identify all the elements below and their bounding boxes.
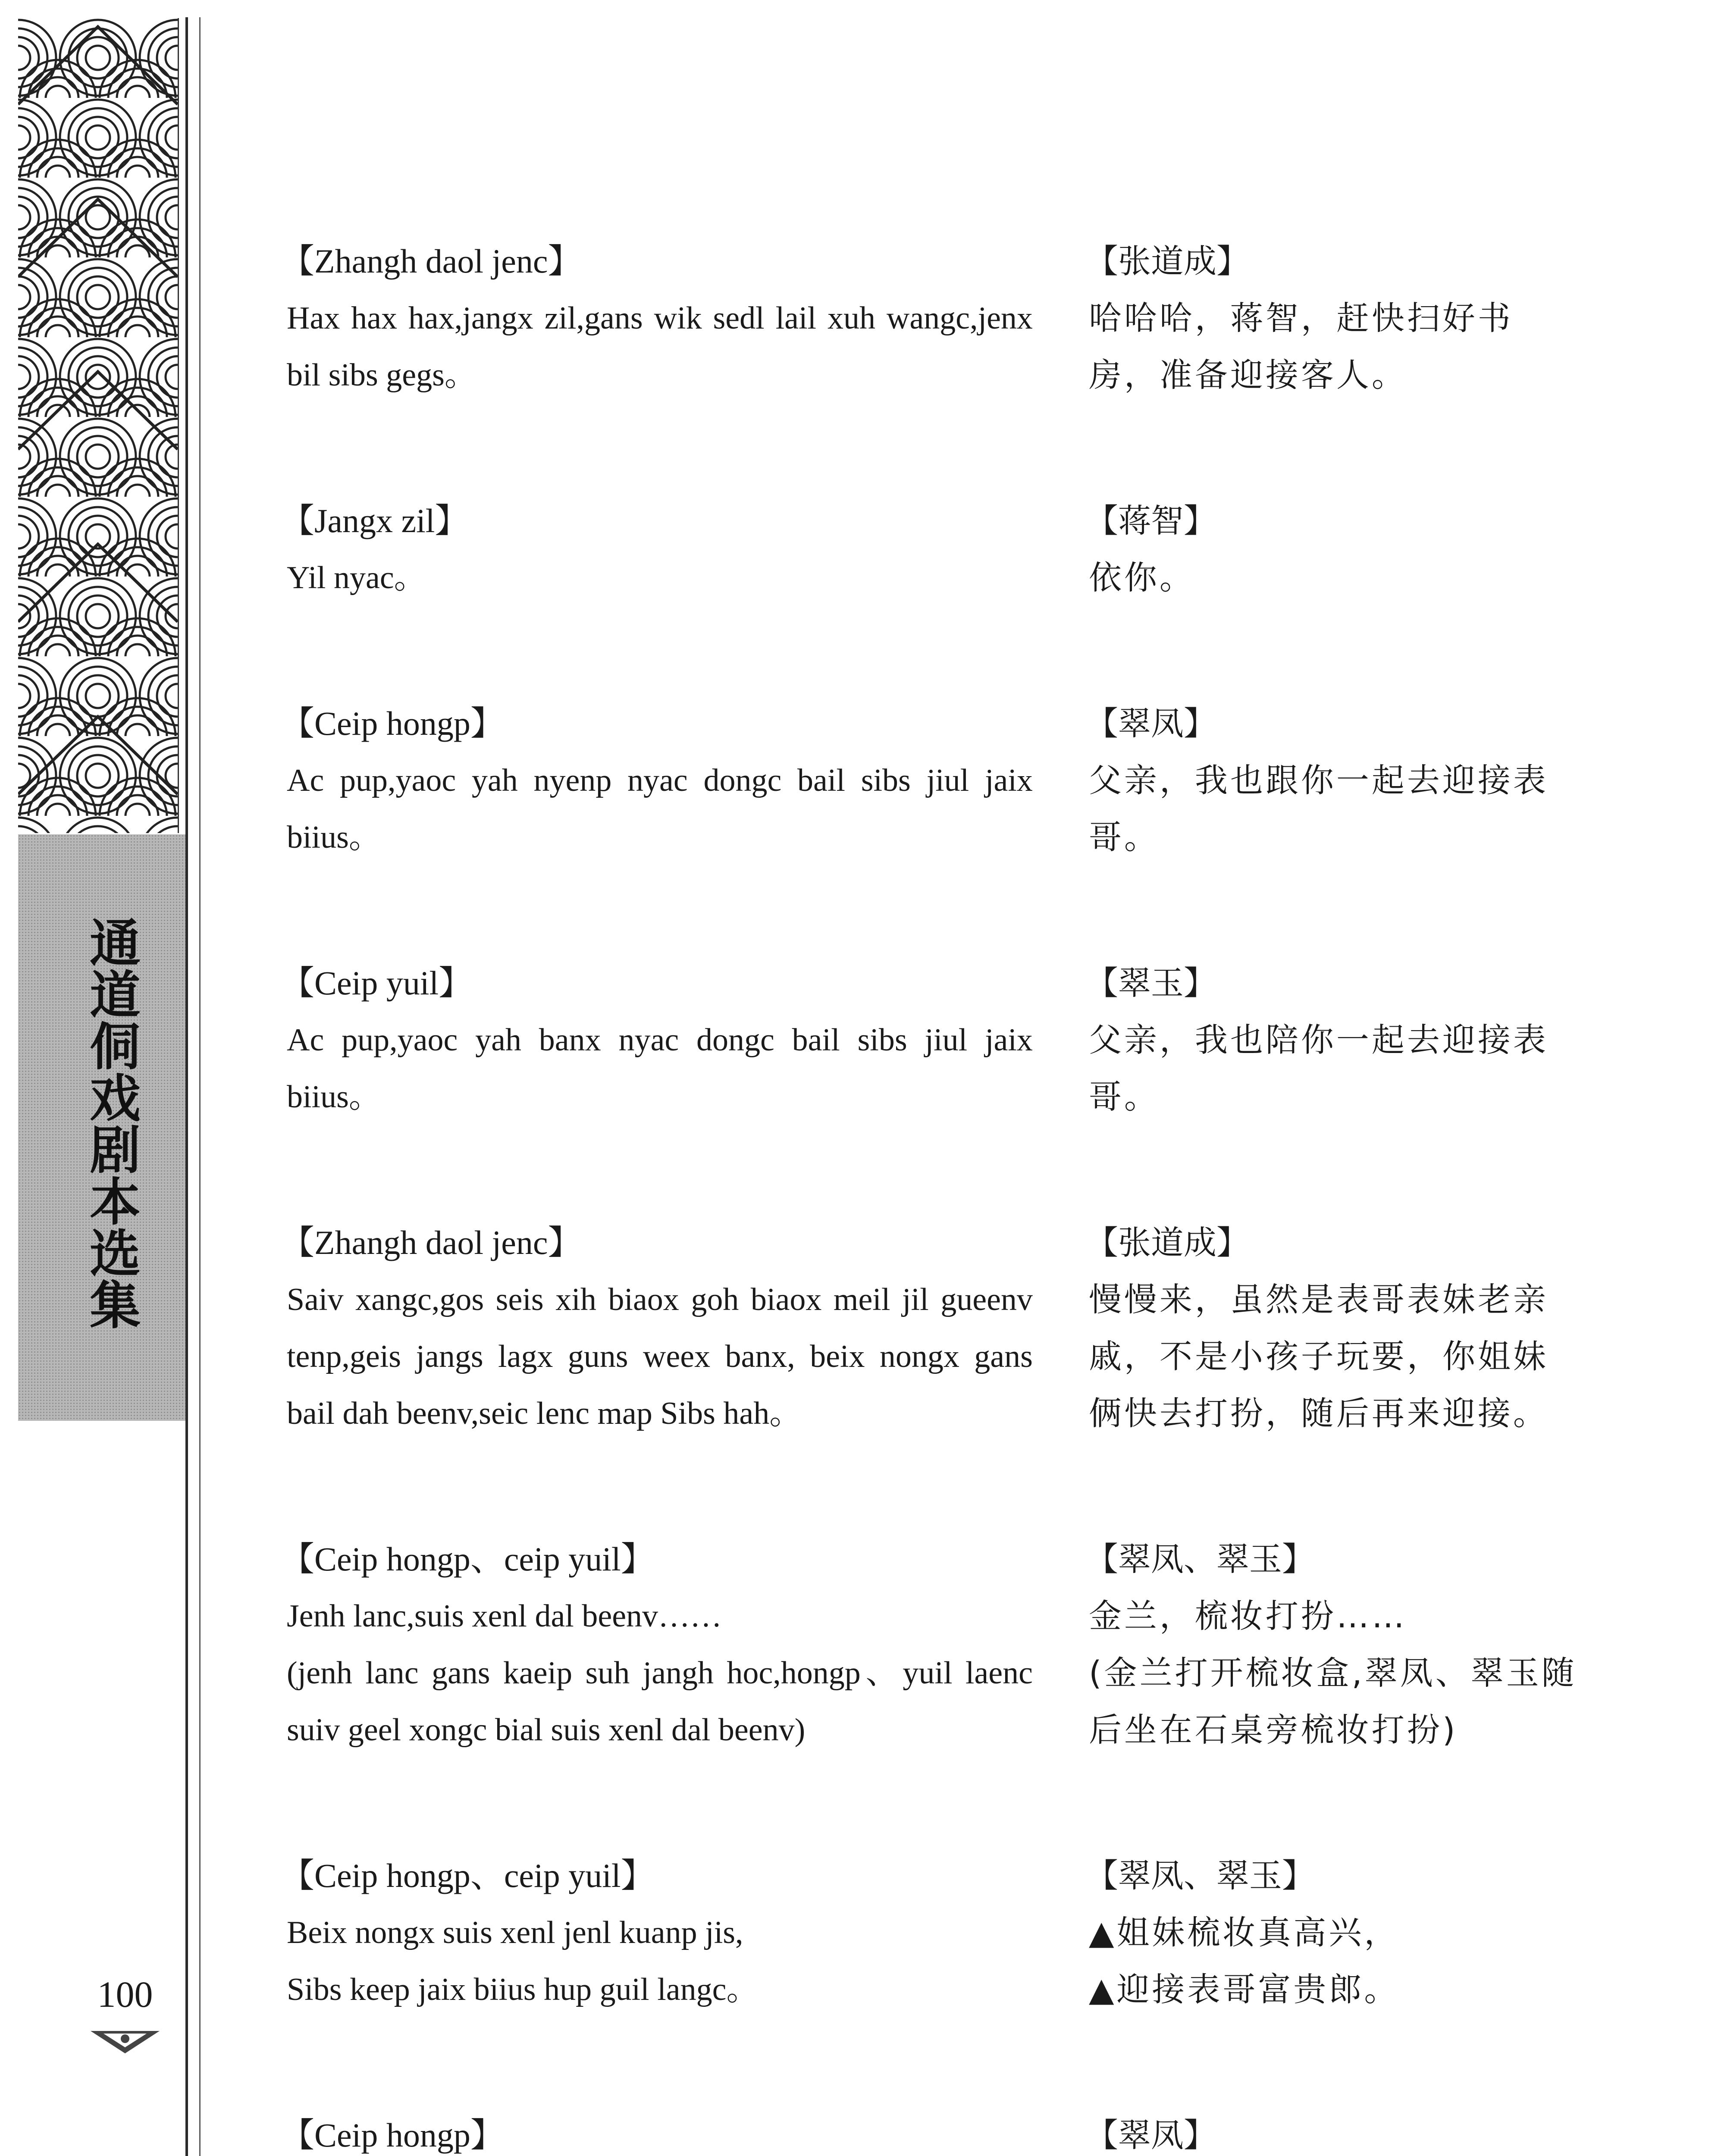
page-number-ornament-icon: [91, 2027, 160, 2057]
dialogue-entry: [281, 492, 1580, 606]
verse-line-dong: Beix nongx suis xenl jenl kuanp jis,: [287, 1915, 743, 1950]
speaker-name-chinese: 【翠凤】: [1085, 2116, 1216, 2154]
speaker-name-chinese: 【翠玉】: [1085, 964, 1216, 1002]
dialogue-entry: [281, 1531, 1580, 1758]
dialogue-entry: [281, 695, 1580, 866]
line-chinese: 哈哈哈，蒋智，赶快扫好书房，准备迎接客人。: [1088, 299, 1513, 394]
stage-direction-dong: (jenh lanc gans kaeip suh jangh hoc,hongp、yuil laenc suiv geel xongc bial suis xenl dal beenv): [287, 1655, 1033, 1748]
line-dong: Jenh lanc,suis xenl dal beenv……: [287, 1598, 722, 1634]
page-rule-thick: [185, 17, 188, 2156]
verse-line-chinese: ▲姐妹梳妆真高兴，: [1088, 1913, 1400, 1952]
chinese-text-column: [1085, 1214, 1580, 1442]
dialogue-content: [281, 233, 1580, 2156]
speaker-name-dong: 【Ceip hongp、ceip yuil】: [281, 1857, 655, 1894]
dong-text-column: [281, 1847, 1033, 2018]
line-dong: Hax hax hax,jangx zil,gans wik sedl lail xuh wangc,jenx bil sibs gegs。: [287, 301, 1033, 393]
speaker-name-chinese: 【翠凤、翠玉】: [1085, 1856, 1315, 1895]
speaker-name-dong: 【Ceip hongp】: [281, 705, 504, 742]
speaker-name-chinese: 【张道成】: [1085, 1223, 1249, 1262]
page-rule-thin: [199, 17, 201, 2156]
line-chinese: 金兰，梳妆打扮……: [1088, 1597, 1407, 1635]
dong-text-column: [281, 1531, 1033, 1758]
speaker-name-dong: 【Zhangh daol jenc】: [281, 242, 582, 280]
dong-text-column: [281, 955, 1033, 1125]
line-chinese: 父亲，我也陪你一起去迎接表哥。: [1088, 1021, 1549, 1116]
chinese-text-column: [1085, 1531, 1580, 1758]
speaker-name-dong: 【Zhangh daol jenc】: [281, 1224, 582, 1261]
verse-line-chinese: ▲迎接表哥富贵郎。: [1088, 1970, 1400, 2009]
chinese-text-column: [1085, 955, 1580, 1125]
title-band: [18, 834, 186, 1421]
line-dong: Ac pup,yaoc yah nyenp nyac dongc bail sibs jiul jaix biius。: [287, 763, 1033, 855]
dong-text-column: [281, 695, 1033, 866]
stage-direction-chinese: (金兰打开梳妆盒,翠凤、翠玉随后坐在石桌旁梳妆打扮): [1088, 1654, 1577, 1749]
line-dong: Ac pup,yaoc yah banx nyac dongc bail sibs jiul jaix biius。: [287, 1022, 1033, 1115]
chinese-text-column: [1085, 492, 1580, 606]
chinese-text-column: [1085, 2107, 1580, 2156]
chinese-text-column: [1085, 695, 1580, 866]
speaker-name-dong: 【Ceip hongp】: [281, 2116, 504, 2154]
line-dong: Saiv xangc,gos seis xih biaox goh biaox meil jil gueenv tenp,geis jangs lagx guns weex banx, beix nongx gans bail dah beenv,seic lenc map Sibs hah。: [287, 1282, 1033, 1431]
dialogue-entry: [281, 955, 1580, 1125]
dong-text-column: [281, 492, 1033, 606]
dong-text-column: [281, 233, 1033, 404]
speaker-name-dong: 【Ceip hongp、ceip yuil】: [281, 1540, 655, 1578]
line-chinese: 慢慢来，虽然是表哥表妹老亲戚，不是小孩子玩要，你姐妹俩快去打扮，随后再来迎接。: [1088, 1280, 1549, 1432]
dong-text-column: [281, 1214, 1033, 1442]
dialogue-entry: [281, 1847, 1580, 2018]
line-chinese: 依你。: [1088, 558, 1195, 597]
speaker-name-chinese: 【翠凤】: [1085, 704, 1216, 743]
dialogue-entry: [281, 233, 1580, 404]
speaker-name-dong: 【Jangx zil】: [281, 502, 469, 539]
speaker-name-dong: 【Ceip yuil】: [281, 964, 473, 1002]
dialogue-entry: [281, 1214, 1580, 1442]
book-title: 通道侗戏剧本选集: [81, 916, 141, 1330]
page-number: 100: [97, 1974, 153, 2015]
dong-text-column: [281, 2107, 1033, 2156]
speaker-name-chinese: 【翠凤、翠玉】: [1085, 1540, 1315, 1578]
dialogue-entry: [281, 2107, 1580, 2156]
line-dong: Yil nyac。: [287, 560, 426, 595]
decorative-cloud-pattern: [18, 18, 179, 833]
verse-line-dong: Sibs keep jaix biius hup guil langc。: [287, 1972, 759, 2007]
line-chinese: 父亲，我也跟你一起去迎接表哥。: [1088, 761, 1549, 856]
chinese-text-column: [1085, 1847, 1580, 2018]
speaker-name-chinese: 【张道成】: [1085, 242, 1249, 280]
chinese-text-column: [1085, 233, 1580, 404]
speaker-name-chinese: 【蒋智】: [1085, 501, 1216, 540]
